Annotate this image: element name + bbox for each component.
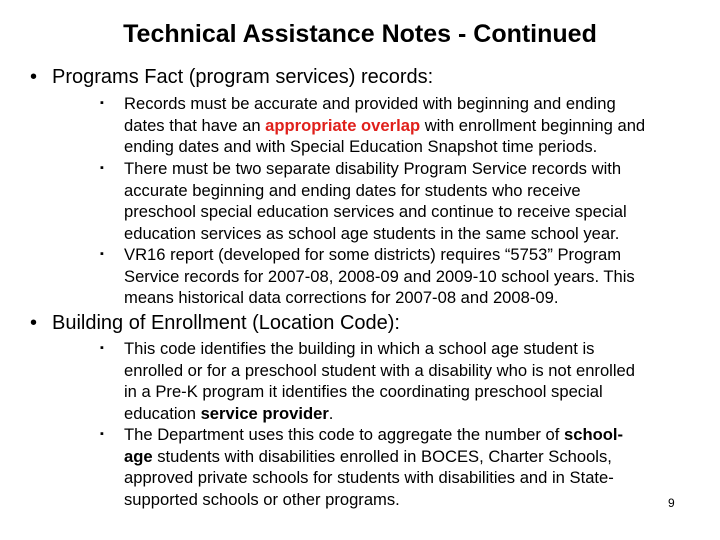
bullet-icon: • (30, 66, 38, 88)
text-segment: ending dates and with Special Education Snapshot time periods. (124, 137, 598, 157)
text-line (124, 381, 635, 403)
page-number: 9 (668, 496, 675, 510)
text-line (124, 136, 645, 158)
text-line (124, 467, 623, 489)
bullet-text (124, 338, 635, 424)
emphasized-text: school- (564, 425, 624, 444)
bullet-text (124, 158, 627, 244)
text-line (124, 446, 623, 468)
square-bullet-icon: ▪ (100, 162, 104, 174)
text-line (124, 201, 627, 223)
text-segment: approved private schools for students with disabilities and in State- (124, 468, 614, 488)
square-bullet-icon: ▪ (100, 97, 104, 109)
text-line (124, 180, 627, 202)
section-heading: Building of Enrollment (Location Code): (52, 312, 400, 334)
text-segment: preschool special education services and continue to receive special (124, 202, 627, 222)
text-segment: The Department uses this code to aggregate the number of (124, 425, 564, 444)
text-line (124, 93, 645, 115)
text-segment: dates that have an (124, 115, 266, 135)
text-line (124, 489, 623, 511)
text-line (124, 223, 627, 245)
square-bullet-icon: ▪ (100, 248, 104, 260)
text-line (124, 244, 635, 266)
text-segment: education services as school age students in the same school year. (124, 223, 620, 243)
bullet-text (124, 244, 635, 309)
text-segment: supported schools or other programs. (124, 489, 400, 509)
bullet-text (124, 93, 645, 158)
text-line (124, 424, 623, 446)
text-line (124, 338, 635, 360)
text-line (124, 403, 635, 425)
text-line (124, 287, 635, 309)
text-segment: Records must be accurate and provided with beginning and ending (124, 94, 616, 113)
square-bullet-icon: ▪ (100, 342, 104, 354)
text-segment: . (328, 403, 334, 423)
text-segment: VR16 report (developed for some districts) requires “5753” Program (124, 245, 622, 264)
text-line (124, 266, 635, 288)
text-segment: means historical data corrections for 2007-08 and 2008-09. (124, 288, 559, 308)
emphasized-text: appropriate overlap (265, 115, 421, 135)
section-heading: Programs Fact (program services) records: (52, 66, 434, 88)
text-line (124, 360, 635, 382)
square-bullet-icon: ▪ (100, 428, 104, 440)
text-segment: enrolled or for a preschool student with a disability who is not enrolled (124, 360, 636, 380)
text-segment: This code identifies the building in which a school age student is (124, 339, 595, 358)
text-segment: in a Pre-K program it identifies the coordinating preschool special (124, 382, 603, 402)
text-segment: with enrollment beginning and (420, 115, 646, 135)
text-line (124, 115, 645, 137)
text-segment: There must be two separate disability Program Service records with (124, 159, 622, 178)
text-segment: Service records for 2007-08, 2008-09 and 2009-10 school years. This (124, 266, 635, 286)
text-segment: education (124, 403, 201, 423)
emphasized-text: age (124, 446, 153, 466)
text-segment: accurate beginning and ending dates for students who receive (124, 180, 581, 200)
bullet-text (124, 424, 623, 510)
text-segment: students with disabilities enrolled in BOCES, Charter Schools, (152, 446, 612, 466)
slide-title: Technical Assistance Notes - Continued (123, 20, 597, 48)
bullet-icon: • (30, 312, 38, 334)
emphasized-text: service provider (200, 403, 329, 423)
text-line (124, 158, 627, 180)
